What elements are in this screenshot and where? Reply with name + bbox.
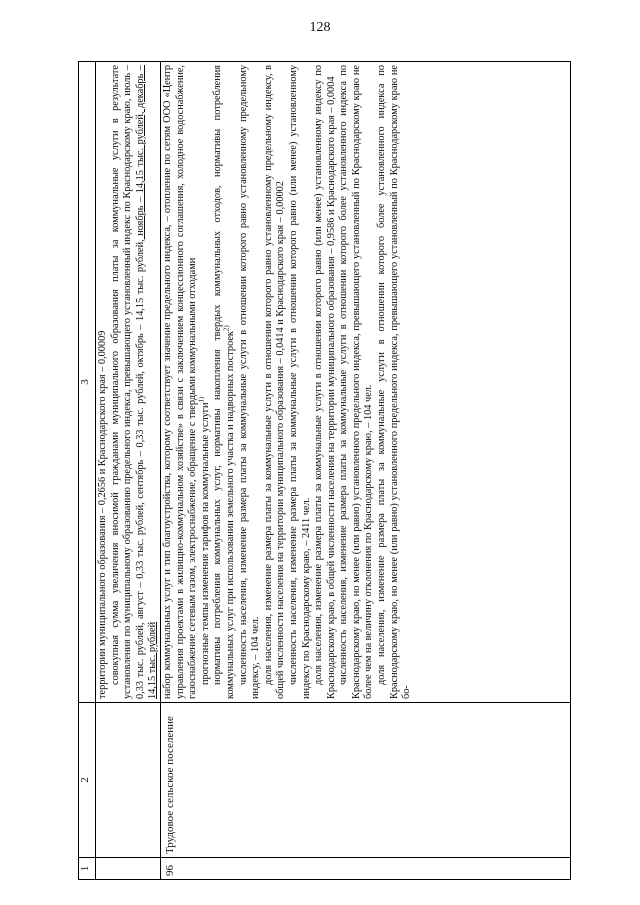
- rotated-table: [78, 62, 571, 880]
- para-share-above-region: доля населения, изменение размера платы за коммунальные услуги в отношении которого более установленного индекса по Краснодарскому краю, но менее (или равно) установленного предельного индекса, превышающего установленный по Краснодарскому краю не бо-: [376, 65, 413, 699]
- table-row: [160, 62, 570, 880]
- continuation-lead: территории муниципального образования – 0,2656 и Краснодарского края – 0,00009: [97, 330, 108, 699]
- description-cell: [160, 62, 570, 703]
- para-services-set: набор коммунальных услуг и тип благоустройства, которому соответствует значение предельного индекса, – отопление по сетям ООО «Центр управления проектами в жилищно-коммунальном хозяйстве» в связи с заключением концессионного соглашения, холодное водоснабжение, газоснабжение сетевым газом, электроснабжение, обращение с твердыми коммунальными отходами: [161, 65, 199, 699]
- para-consumption-norms: нормативы потребления коммунальных услуг, нормативы накопления твердых коммунальных отходов, нормативы потребления коммунальных услуг при использовании земельного участка и надворных построек$^{2)}$: [212, 65, 236, 699]
- rotated-table-area: [78, 62, 571, 880]
- page-number: 128: [309, 20, 331, 35]
- para-share-equal: доля населения, изменение размера платы за коммунальные услуги в отношении которого равно установленному предельному индексу, в общей численности населения на территории муниципального образования – 0,0414 и Краснодарского края – 0,00002: [262, 65, 287, 699]
- settlement-name: Трудовое сельское поселение: [160, 703, 570, 858]
- continuation-sum-underlined: ноябрь – 14,15 тыс. рублей, декабрь – 14,15 тыс. рублей: [134, 65, 159, 699]
- data-table: [78, 61, 571, 880]
- para-share-below-region: доля населения, изменение размера платы за коммунальные услуги в отношении которого равно (или менее) установленному индексу по Краснодарскому краю, в общей численности населения на территории муниципального образования – 0,9586 и Краснодарского края – 0,0004: [313, 65, 337, 699]
- para-population-equal: численность населения, изменение размера платы за коммунальные услуги в отношении которого равно установленному предельному индексу, – 104 чел.: [237, 65, 262, 699]
- table-row-continuation: [96, 62, 161, 880]
- para-population-above-region: численность населения, изменение размера платы за коммунальные услуги в отношении которого более установленного индекса по Краснодарскому краю, но менее (или равно) установленного предельного индекса, превышающего установленный по Краснодарскому краю не более чем на величину отклонения по Краснодарскому краю, – 104 чел.: [338, 65, 375, 699]
- header-col-2: 2: [79, 703, 96, 858]
- continuation-cell: [96, 62, 161, 703]
- footnote-mark-2: 2): [222, 325, 231, 332]
- footnote-mark-1: 1): [197, 396, 206, 403]
- continuation-sum: совокупная сумма увеличения вносимой гражданами муниципального образования платы за коммунальные услуги в результате установления по муниципальному образованию предельного индекса, превышающего установленный индекс по Краснодарскому краю, июль – 0,33 тыс. рублей, август – 0,33 тыс. рублей, сентябрь – 0,33 тыс. рублей, октябрь – 14,15 тыс. рублей, ноябрь – 14,15 тыс. рублей, декабрь – 14,15 тыс. рублей: [109, 65, 159, 699]
- table-header-row: [79, 62, 96, 880]
- header-col-1: 1: [79, 858, 96, 880]
- header-col-3: 3: [79, 62, 96, 703]
- para-tariff-forecast: прогнозные темпы изменения тарифов на коммунальные услуги$^{1)}$: [197, 396, 211, 685]
- para-population-below-region: численность населения, изменение размера платы за коммунальные услуги в отношении которого равно (или менее) установленному индексу по Краснодарскому краю, – 2411 чел.: [287, 65, 312, 699]
- row-number: 96: [160, 858, 570, 880]
